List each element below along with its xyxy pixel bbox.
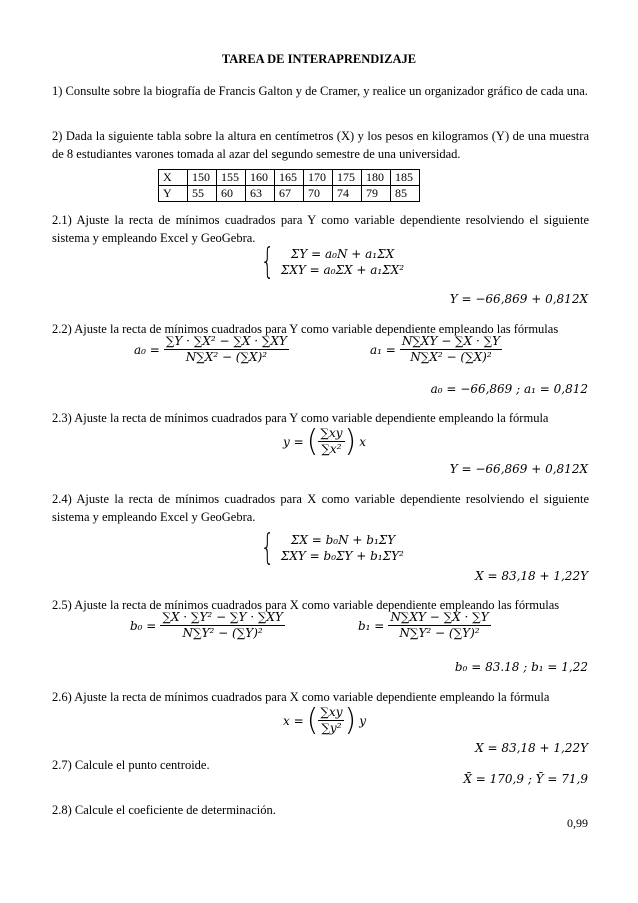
formula-lhs: b₀ = — [130, 618, 157, 633]
table-cell: 55 — [188, 186, 217, 202]
answer-2-3: Y = −66,869 + 0,812X — [449, 462, 588, 476]
table-cell: 60 — [217, 186, 246, 202]
table-cell: 155 — [217, 170, 246, 186]
formula-b1 — [358, 610, 491, 641]
fraction-numerator: N∑XY − ∑X · ∑Y — [390, 610, 489, 624]
fraction-numerator: ∑Y · ∑X² − ∑X · ∑XY — [165, 334, 287, 348]
answer-2-1: Y = −66,869 + 0,812X — [449, 292, 588, 306]
formula-a1 — [370, 334, 502, 365]
table-cell: 160 — [246, 170, 275, 186]
fraction-numerator: ∑X · ∑Y² − ∑Y · ∑XY — [162, 610, 283, 624]
table-cell: 180 — [362, 170, 391, 186]
formula-lhs: a₀ = — [134, 342, 160, 357]
question-2-8: 2.8) Calcule el coeficiente de determinación. — [52, 803, 276, 817]
formula-lhs: y = — [283, 434, 304, 449]
question-2-7: 2.7) Calcule el punto centroide. — [52, 758, 210, 772]
formula-2-6 — [283, 703, 366, 738]
table-cell: 175 — [333, 170, 362, 186]
fraction-denominator: N∑Y² − (∑Y)² — [399, 626, 480, 640]
formula-lhs: x = — [283, 713, 304, 728]
answer-2-2: a₀ = −66,869 ; a₁ = 0,812 — [430, 382, 588, 396]
page-title: TAREA DE INTERAPRENDIZAJE — [221, 52, 417, 66]
system-2-1 — [256, 241, 405, 282]
question-2-3: 2.3) Ajuste la recta de mínimos cuadrados para Y como variable dependiente empleando la fórmula — [52, 411, 549, 425]
paren-open-glyph: ( — [306, 424, 319, 459]
answer-2-5: b₀ = 83.18 ; b₁ = 1,22 — [454, 660, 588, 674]
brace-glyph: { — [260, 527, 275, 568]
formula-2-3 — [283, 424, 366, 459]
table-cell: 67 — [275, 186, 304, 202]
table-cell: X — [159, 170, 188, 186]
fraction-numerator: ∑xy — [320, 426, 343, 440]
answer-2-6: X = 83,18 + 1,22Y — [475, 741, 588, 755]
table-cell: 74 — [333, 186, 362, 202]
table-cell: 79 — [362, 186, 391, 202]
table-cell: Y — [159, 186, 188, 202]
paren-open-glyph: ( — [306, 703, 319, 738]
question-2: 2) Dada la siguiente tabla sobre la altura en centímetros (X) y los pesos en kilogramos (Y) de una muestra de 8 estudiantes varones tomada al azar del segundo semestre de una universidad. — [52, 129, 589, 161]
question-2-2: 2.2) Ajuste la recta de mínimos cuadrados para Y como variable dependiente empleando las fórmulas — [52, 322, 559, 336]
answer-2-7: X̄ = 170,9 ; Ȳ = 71,9 — [463, 772, 588, 786]
fraction-denominator: N∑X² − (∑X)² — [185, 350, 268, 364]
table-cell: 150 — [188, 170, 217, 186]
table-cell: 165 — [275, 170, 304, 186]
fraction-numerator: N∑XY − ∑X · ∑Y — [401, 334, 501, 348]
table-cell: 70 — [304, 186, 333, 202]
system-equation-1: ΣY = a₀N + a₁ΣX — [290, 247, 395, 261]
system-2-4 — [256, 527, 404, 568]
system-equation-2: ΣXY = b₀ΣY + b₁ΣY² — [280, 549, 404, 563]
answer-2-4: X = 83,18 + 1,22Y — [475, 569, 588, 583]
fraction-denominator: ∑x² — [321, 442, 342, 456]
system-equation-2: ΣXY = a₀ΣX + a₁ΣX² — [280, 263, 405, 277]
question-2-1: 2.1) Ajuste la recta de mínimos cuadrados para Y como variable dependiente resolviendo el siguiente sistema y empleando Excel y GeoGebra. — [52, 213, 589, 245]
table-cell: 85 — [391, 186, 420, 202]
fraction-numerator: ∑xy — [320, 705, 343, 719]
table-cell: 185 — [391, 170, 420, 186]
formula-a0 — [134, 334, 289, 365]
brace-glyph: { — [260, 241, 275, 282]
table-cell: 170 — [304, 170, 333, 186]
answer-2-8: 0,99 — [567, 816, 588, 830]
question-1: 1) Consulte sobre la biografía de Francis Galton y de Cramer, y realice un organizador gráfico de cada una. — [52, 84, 588, 98]
formula-lhs: b₁ = — [358, 618, 385, 633]
question-2-4: 2.4) Ajuste la recta de mínimos cuadrados para X como variable dependiente resolviendo el siguiente sistema y empleando Excel y GeoGebra. — [52, 492, 589, 524]
formula-variable: x — [359, 434, 366, 449]
table-row — [159, 186, 420, 202]
table-row — [159, 170, 420, 186]
table-cell: 63 — [246, 186, 275, 202]
paren-close-glyph: ) — [344, 703, 357, 738]
formula-variable: y — [359, 713, 366, 728]
formula-lhs: a₁ = — [370, 342, 396, 357]
question-2-5: 2.5) Ajuste la recta de mínimos cuadrados para X como variable dependiente empleando las fórmulas — [52, 598, 560, 612]
fraction-denominator: ∑y² — [321, 721, 342, 735]
formula-b0 — [130, 610, 285, 641]
fraction-denominator: N∑Y² − (∑Y)² — [182, 626, 263, 640]
data-table — [158, 169, 420, 202]
system-equation-1: ΣX = b₀N + b₁ΣY — [290, 533, 396, 547]
paren-close-glyph: ) — [344, 424, 357, 459]
question-2-6: 2.6) Ajuste la recta de mínimos cuadrados para X como variable dependiente empleando la fórmula — [52, 690, 550, 704]
fraction-denominator: N∑X² − (∑X)² — [410, 350, 492, 364]
